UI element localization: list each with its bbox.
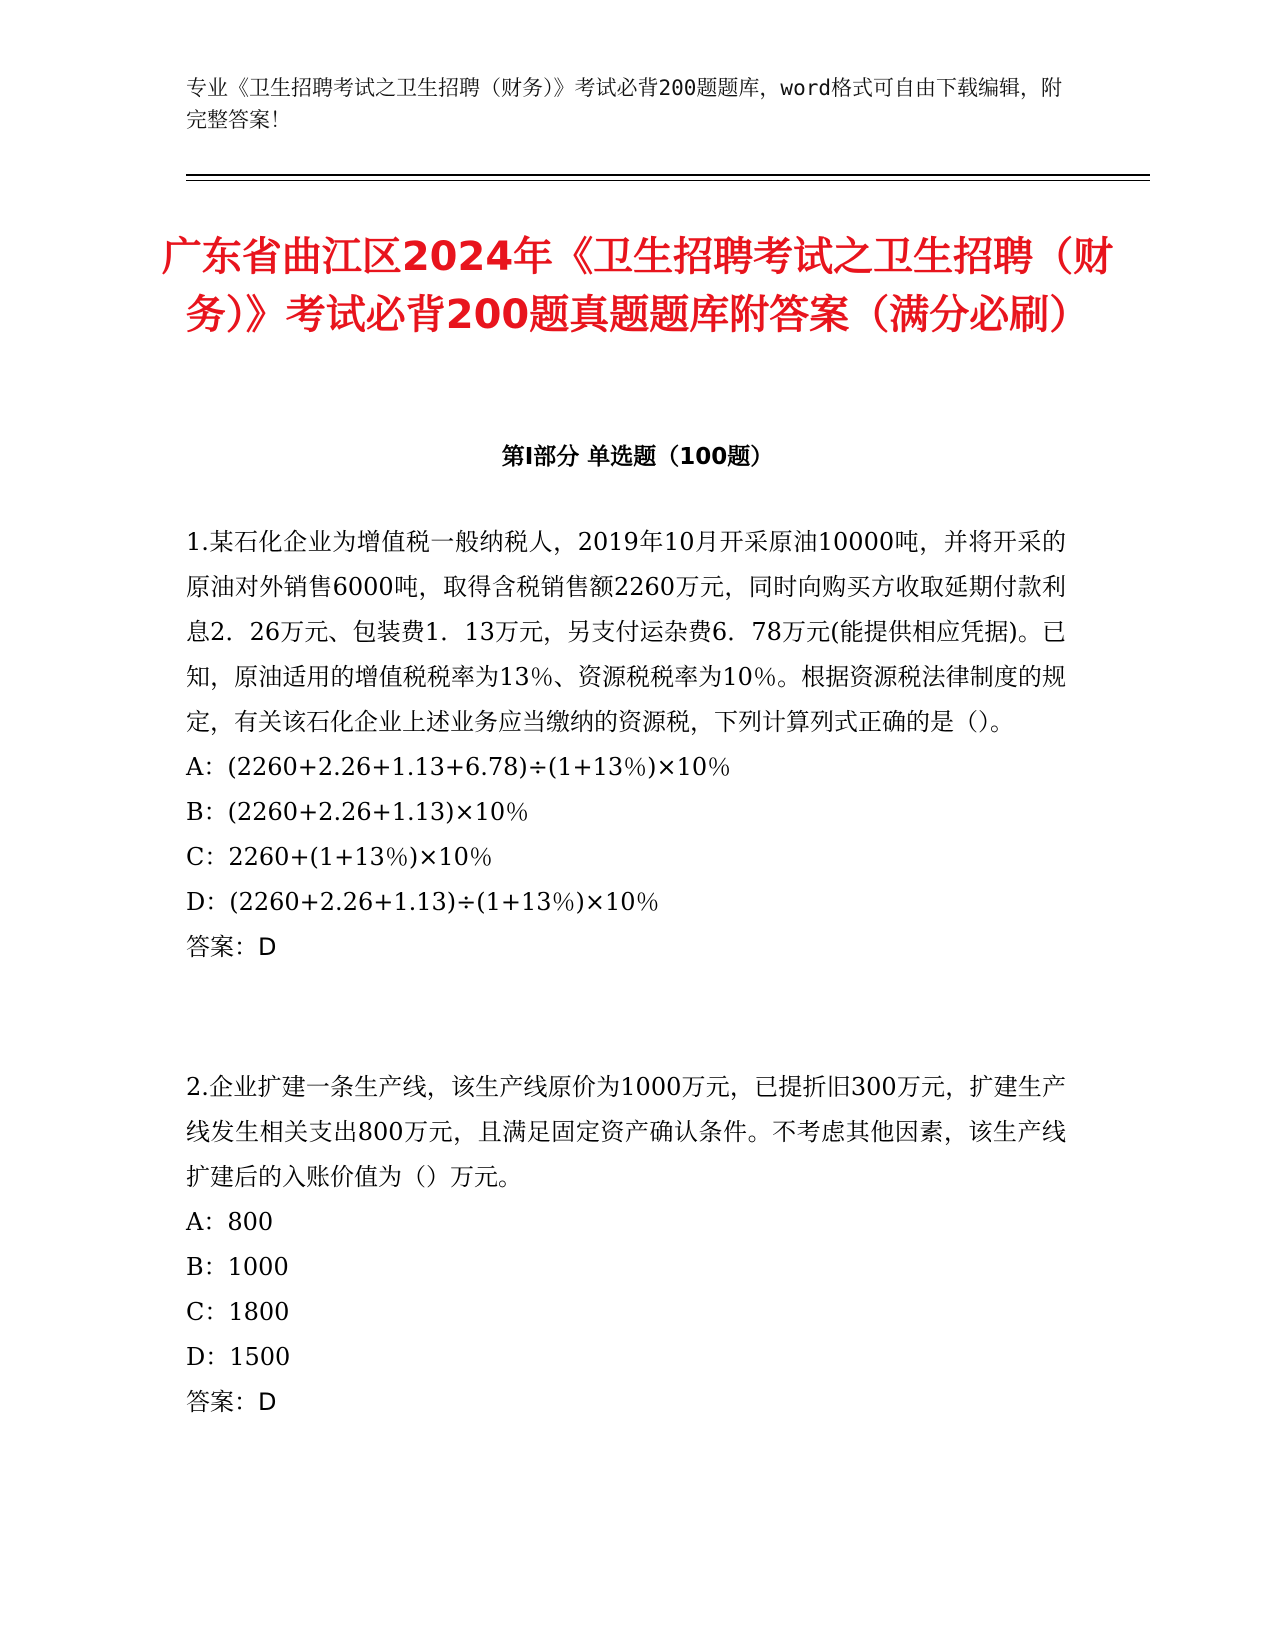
option-d: D：(2260+2.26+1.13)÷(1+13％)×10％	[186, 888, 660, 916]
option-a: A：800	[186, 1208, 274, 1236]
option-a: A：(2260+2.26+1.13+6.78)÷(1+13％)×10％	[186, 753, 732, 781]
header-divider-thick	[186, 174, 1150, 176]
option-c: C：2260+(1+13％)×10％	[186, 843, 493, 871]
header-note: 专业《卫生招聘考试之卫生招聘（财务）》考试必背200题题库，word格式可自由下载编辑，附完整答案！	[186, 76, 1062, 132]
option-b: B：(2260+2.26+1.13)×10％	[186, 798, 530, 826]
answer-label: 答案：D	[186, 1388, 277, 1416]
question-block	[186, 520, 1066, 970]
section-title: 第Ⅰ部分 单选题（100题）	[501, 444, 774, 470]
option-b: B：1000	[186, 1253, 289, 1281]
question-text: 2.企业扩建一条生产线，该生产线原价为1000万元，已提折旧300万元，扩建生产线发生相关支出800万元，且满足固定资产确认条件。不考虑其他因素，该生产线扩建后的入账价值为（）万元。	[186, 1073, 1066, 1191]
option-c: C：1800	[186, 1298, 290, 1326]
header-divider-thin	[186, 180, 1150, 181]
question-block	[186, 1065, 1066, 1425]
answer-label: 答案：D	[186, 933, 277, 961]
document-title: 广东省曲江区2024年《卫生招聘考试之卫生招聘（财务）》考试必背200题真题题库附答案（满分必刷）	[161, 234, 1114, 338]
question-text: 1.某石化企业为增值税一般纳税人，2019年10月开采原油10000吨，并将开采的原油对外销售6000吨，取得含税销售额2260万元，同时向购买方收取延期付款利息2．26万元、包装费1．13万元，另支付运杂费6．78万元(能提供相应凭据)。已知，原油适用的增值税税率为13％、资源税税率为10％。根据资源税法律制度的规定，有关该石化企业上述业务应当缴纳的资源税，下列计算列式正确的是（）。	[186, 528, 1066, 736]
option-d: D：1500	[186, 1343, 291, 1371]
